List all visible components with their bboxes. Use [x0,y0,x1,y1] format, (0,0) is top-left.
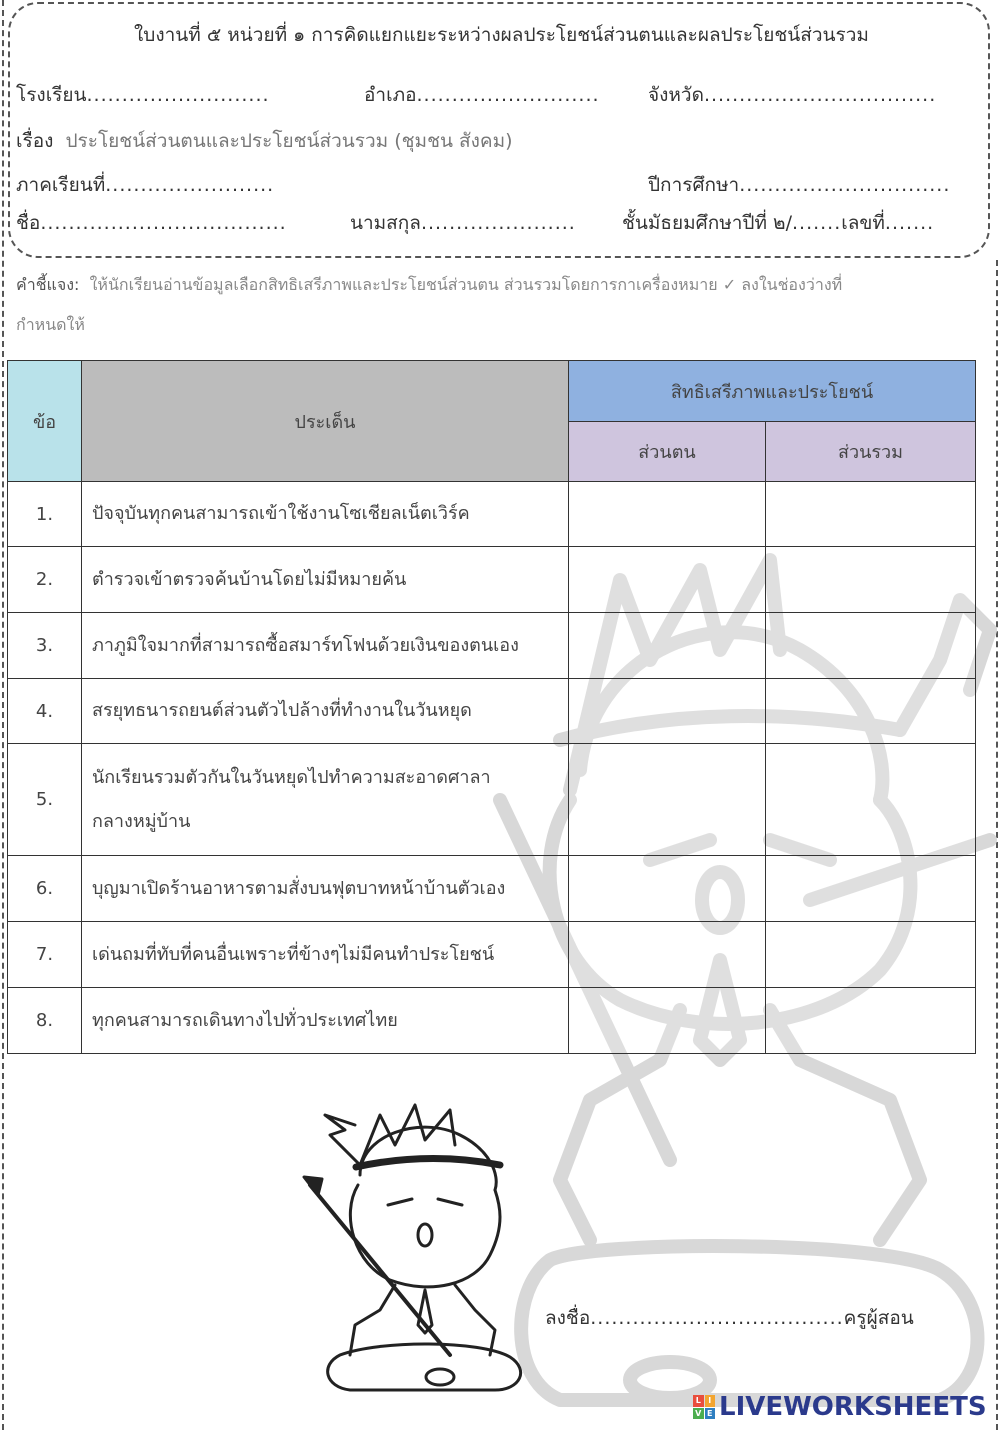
signature-line[interactable]: ลงชื่อ....................................ครูผู้สอน [545,1307,914,1329]
row-issue: ปัจจุบันทุกคนสามารถเข้าใช้งานโซเชียลเน็ตเวิร์ค [82,482,569,547]
personal-check-cell[interactable] [569,744,766,856]
grade-field[interactable]: ชั้นมัธยมศึกษาปีที่ ๒/.......เลขที่....... [622,212,935,234]
surname-field[interactable]: นามสกุล...................... [350,212,576,234]
col-group-header: สิทธิเสรีภาพและประโยชน์ [569,361,976,422]
public-check-cell[interactable] [766,679,976,744]
personal-check-cell[interactable] [569,856,766,922]
col-public-header: ส่วนรวม [766,422,976,482]
topic-line [16,126,513,156]
semester-label: ภาคเรียนที่ [16,174,106,196]
instructions-label: คำชี้แจง: [16,275,80,294]
worksheet-title: ใบงานที่ ๕ หน่วยที่ ๑ การคิดแยกแยะระหว่างผลประโยชน์ส่วนตนและผลประโยชน์ส่วนรวม [134,24,869,46]
row-issue: เด่นถมที่ทับที่คนอื่นเพราะที่ข้างๆไม่มีคนทำประโยชน์ [82,922,569,988]
table-row [8,744,976,856]
public-check-cell[interactable] [766,922,976,988]
province-label: จังหวัด [648,84,704,106]
logo-mark-letter: I [705,1395,716,1407]
logo-mark-letter: E [705,1408,716,1420]
col-personal-header: ส่วนตน [569,422,766,482]
liveworksheets-logo [693,1390,987,1424]
personal-check-cell[interactable] [569,482,766,547]
row-issue-line1: นักเรียนรวมตัวกันในวันหยุดไปทำความสะอาดศาลา [92,766,491,788]
surname-label: นามสกุล [350,212,421,234]
semester-field[interactable]: ภาคเรียนที่........................ [16,174,275,196]
public-check-cell[interactable] [766,613,976,679]
row-issue: บุญมาเปิดร้านอาหารตามสั่งบนฟุตบาทหน้าบ้านตัวเอง [82,856,569,922]
row-number: 6. [8,856,82,922]
district-label: อำเภอ [364,84,417,106]
personal-check-cell[interactable] [569,613,766,679]
year-label: ปีการศึกษา [648,174,740,196]
table-row [8,988,976,1054]
row-issue: ตำรวจเข้าตรวจค้นบ้านโดยไม่มีหมายค้น [82,547,569,613]
logo-text: LIVEWORKSHEETS [719,1392,987,1422]
public-check-cell[interactable] [766,988,976,1054]
signature-label: ลงชื่อ [545,1307,591,1329]
school-label: โรงเรียน [16,84,87,106]
table-row [8,482,976,547]
row-number: 7. [8,922,82,988]
row-number: 3. [8,613,82,679]
logo-mark-letter: L [693,1395,704,1407]
table-row [8,613,976,679]
instructions-line1 [16,273,842,298]
district-field[interactable]: อำเภอ.......................... [364,84,600,106]
topic-value: ประโยชน์ส่วนตนและประโยชน์ส่วนรวม (ชุมชน สังคม) [65,130,513,152]
school-field[interactable]: โรงเรียน.......................... [16,84,270,106]
row-issue [82,744,569,856]
row-issue: ภาภูมิใจมากที่สามารถซื้อสมาร์ทโฟนด้วยเงินของตนเอง [82,613,569,679]
row-number: 5. [8,744,82,856]
logo-mark-letter: V [693,1408,704,1420]
row-issue-line2: กลางหมู่บ้าน [92,810,191,832]
grade-label: ชั้นมัธยมศึกษาปีที่ ๒/ [622,212,792,234]
student-illustration [300,1095,540,1395]
row-number: 2. [8,547,82,613]
personal-check-cell[interactable] [569,988,766,1054]
public-check-cell[interactable] [766,482,976,547]
public-check-cell[interactable] [766,547,976,613]
row-issue: สรยุทธนารถยนต์ส่วนตัวไปล้างที่ทำงานในวันหยุด [82,679,569,744]
personal-check-cell[interactable] [569,679,766,744]
row-number: 1. [8,482,82,547]
signature-role: ครูผู้สอน [843,1307,914,1329]
public-check-cell[interactable] [766,744,976,856]
instructions-line2: กำหนดให้ [16,315,85,334]
name-field[interactable]: ชื่อ................................... [16,212,287,234]
topic-label: เรื่อง [16,130,54,152]
col-no-header: ข้อ [8,361,82,482]
number-label: เลขที่ [841,212,885,234]
col-issue-header: ประเด็น [82,361,569,482]
table-row [8,547,976,613]
personal-check-cell[interactable] [569,922,766,988]
row-issue: ทุกคนสามารถเดินทางไปทั่วประเทศไทย [82,988,569,1054]
table-row [8,856,976,922]
province-field[interactable]: จังหวัด................................. [648,84,937,106]
year-field[interactable]: ปีการศึกษา.............................. [648,174,951,196]
row-number: 8. [8,988,82,1054]
name-label: ชื่อ [16,212,41,234]
public-check-cell[interactable] [766,856,976,922]
personal-check-cell[interactable] [569,547,766,613]
table-row [8,922,976,988]
logo-mark-icon [693,1395,715,1419]
page-border [2,0,4,1430]
table-row [8,679,976,744]
worksheet-table [7,360,976,1054]
instructions-text: ให้นักเรียนอ่านข้อมูลเลือกสิทธิเสรีภาพและประโยชน์ส่วนตน ส่วนรวมโดยการกาเครื่องหมาย ✓ ลงในช่องว่างที่ [89,275,843,294]
row-number: 4. [8,679,82,744]
